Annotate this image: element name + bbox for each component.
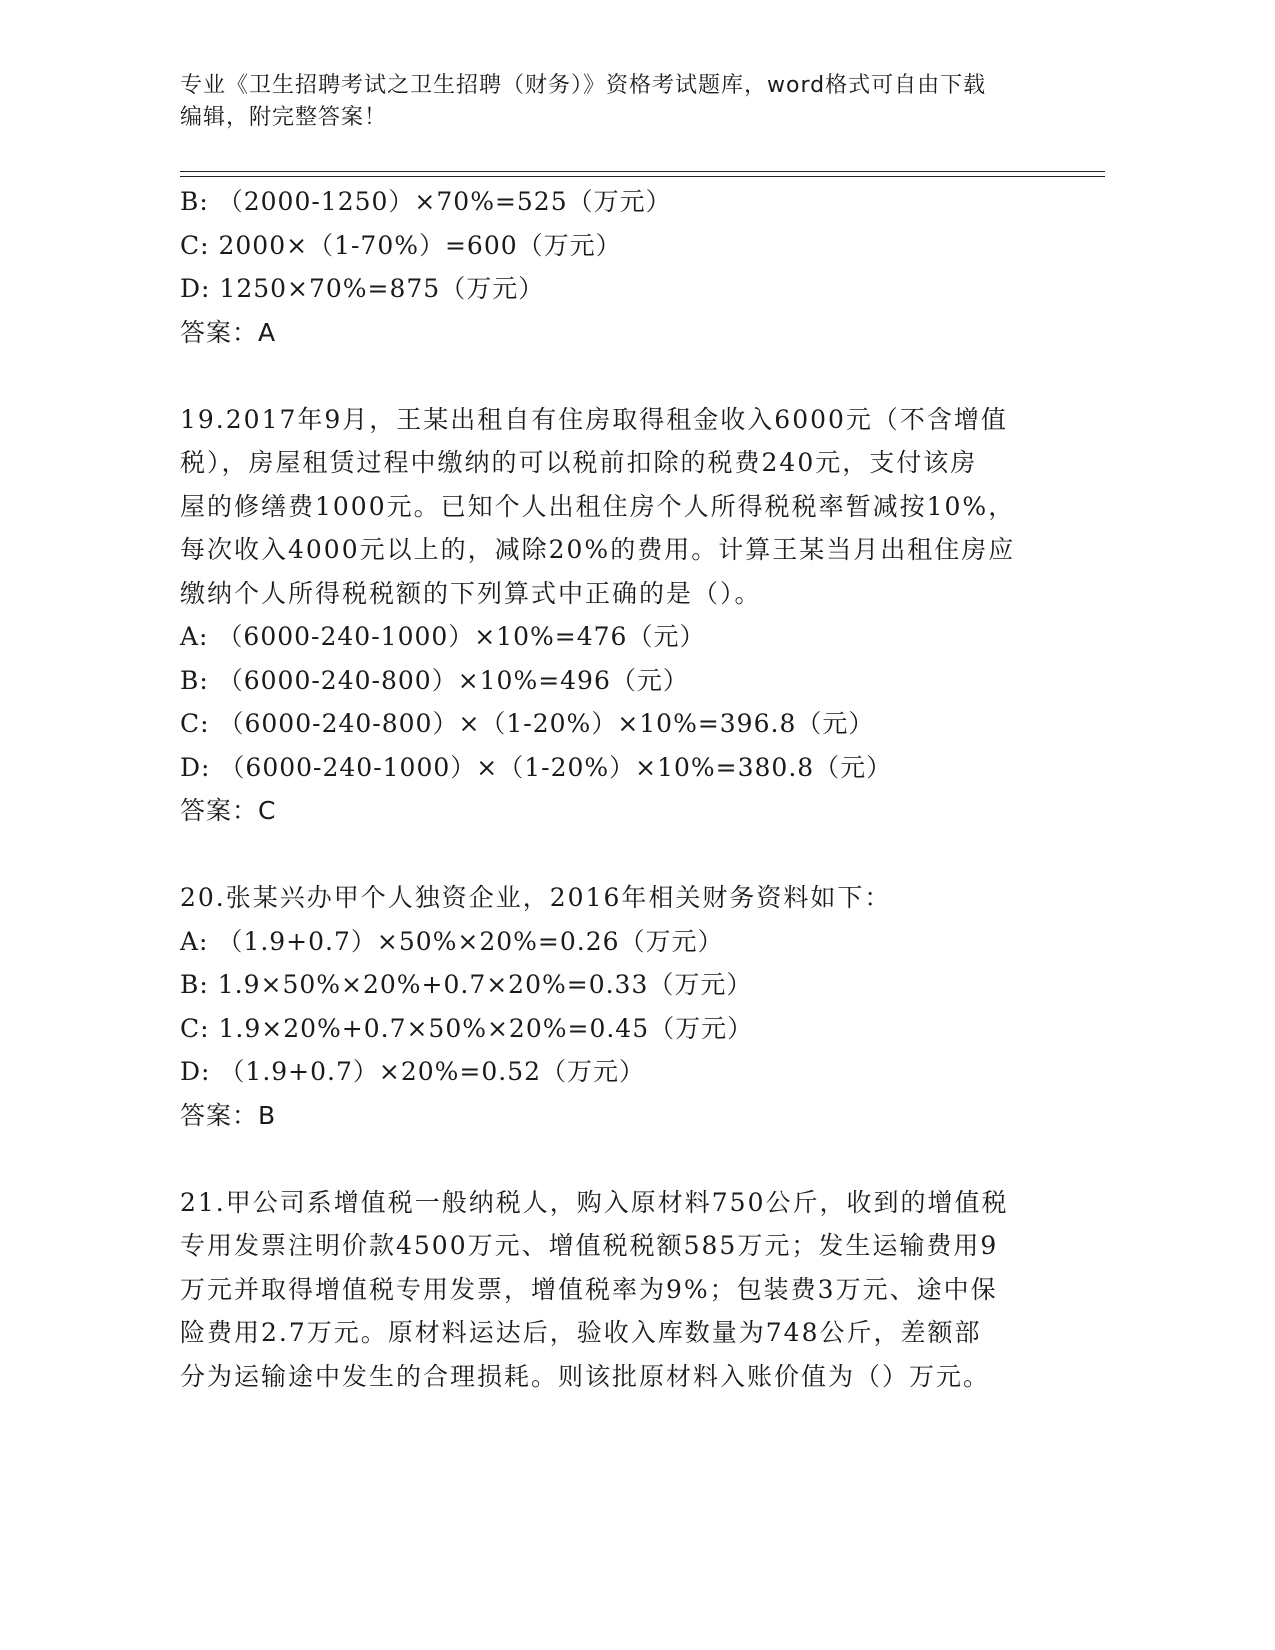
question-19 bbox=[180, 398, 1080, 833]
option-b: B: （6000-240-800）×10%=496（元） bbox=[180, 665, 689, 695]
stem-line: 21.甲公司系增值税一般纳税人，购入原材料750公斤，收到的增值税 bbox=[180, 1187, 1009, 1217]
answer-line: 答案：B bbox=[180, 1100, 277, 1130]
answer-line: 答案：A bbox=[180, 317, 277, 347]
question-stem bbox=[180, 398, 1080, 616]
option-a: A: （6000-240-1000）×10%=476（元） bbox=[180, 622, 706, 651]
stem-line: 税），房屋租赁过程中缴纳的可以税前扣除的税费240元，支付该房 bbox=[180, 448, 978, 477]
header-line-2: 编辑，附完整答案！ bbox=[180, 105, 388, 130]
question-20 bbox=[180, 876, 1080, 1137]
document-body bbox=[180, 180, 1080, 1398]
document-header bbox=[180, 70, 1060, 134]
stem-line: 分为运输途中发生的合理损耗。则该批原材料入账价值为（）万元。 bbox=[180, 1361, 991, 1391]
stem-line: 险费用2.7万元。原材料运达后，验收入库数量为748公斤，差额部 bbox=[180, 1318, 982, 1347]
option-c: C: 2000×（1-70%）=600（万元） bbox=[180, 230, 622, 260]
spacer bbox=[180, 833, 1080, 877]
header-rule-top bbox=[180, 171, 1105, 172]
stem-line: 19.2017年9月，王某出租自有住房取得租金收入6000元（不含增值 bbox=[180, 404, 1008, 434]
stem-line: 专用发票注明价款4500万元、增值税税额585万元；发生运输费用9 bbox=[180, 1231, 999, 1260]
question-21 bbox=[180, 1181, 1080, 1399]
option-d: D: （1.9+0.7）×20%=0.52（万元） bbox=[180, 1057, 646, 1086]
spacer bbox=[180, 1137, 1080, 1181]
prev-question-block bbox=[180, 180, 1080, 354]
header-line-1: 专业《卫生招聘考试之卫生招聘（财务）》资格考试题库，word格式可自由下载 bbox=[180, 73, 987, 98]
option-d: D: （6000-240-1000）×（1-20%）×10%=380.8（元） bbox=[180, 752, 893, 782]
option-b: B: （2000-1250）×70%=525（万元） bbox=[180, 187, 672, 216]
stem-line: 每次收入4000元以上的，减除20%的费用。计算王某当月出租住房应 bbox=[180, 535, 1016, 564]
stem-line: 万元并取得增值税专用发票，增值税率为9%；包装费3万元、途中保 bbox=[180, 1274, 998, 1304]
stem-line: 20.张某兴办甲个人独资企业，2016年相关财务资料如下： bbox=[180, 883, 892, 912]
question-stem bbox=[180, 1181, 1080, 1399]
question-stem bbox=[180, 876, 1080, 920]
stem-line: 屋的修缮费1000元。已知个人出租住房个人所得税税率暂减按10%， bbox=[180, 491, 1016, 521]
option-c: C: 1.9×20%+0.7×50%×20%=0.45（万元） bbox=[180, 1013, 754, 1043]
option-b: B: 1.9×50%×20%+0.7×20%=0.33（万元） bbox=[180, 970, 753, 999]
option-c: C: （6000-240-800）×（1-20%）×10%=396.8（元） bbox=[180, 709, 875, 738]
option-a: A: （1.9+0.7）×50%×20%=0.26（万元） bbox=[180, 926, 724, 956]
option-d: D: 1250×70%=875（万元） bbox=[180, 274, 545, 303]
spacer bbox=[180, 354, 1080, 398]
header-rule-bottom bbox=[180, 176, 1105, 177]
stem-line: 缴纳个人所得税税额的下列算式中正确的是（）。 bbox=[180, 578, 762, 608]
answer-line: 答案：C bbox=[180, 796, 277, 825]
